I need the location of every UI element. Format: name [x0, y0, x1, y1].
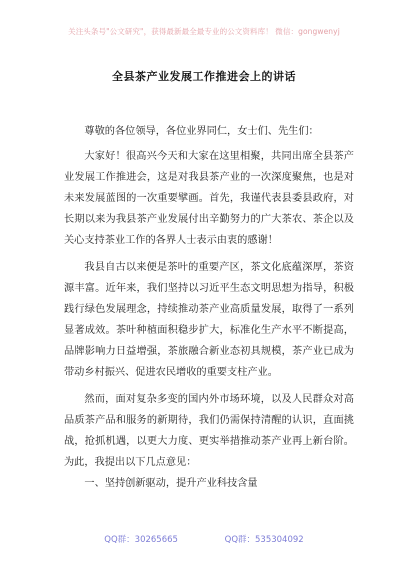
document-title: 全县茶产业发展工作推进会上的讲话: [112, 70, 296, 83]
promo-banner: 关注头条号"公文研究"，获得最新最全最专业的公文资料库！ 微信：gongwenyj: [68, 27, 340, 36]
qq-group-2: QQ群：535304092: [224, 535, 304, 545]
qq-group-1: QQ群：30265665: [104, 535, 178, 545]
body-paragraph: 我县自古以来便是茶叶的重要产区，茶文化底蕴深厚，茶资源丰富。近年来，我们坚持以习近平生态文明思想为指导，积极践行绿色发展理念，持续推动茶产业高质量发展，取得了一系列显著成效。茶叶种植面积稳步扩大，标准化生产水平不断提高，品牌影响力日益增强，茶旅融合新业态初具规模，茶产业已成为带动乡村振兴、促进农民增收的重要支柱产业。: [64, 262, 354, 378]
section-heading: 一、坚持创新驱动，提升产业科技含量: [84, 478, 258, 489]
document-body: [64, 121, 354, 494]
body-paragraph: 然而，面对复杂多变的国内外市场环境，以及人民群众对高品质茶产品和服务的新期待，我们仍需保持清醒的认识，直面挑战，抢抓机遇，以更大力度、更实举措推动茶产业再上新台阶。为此，我提出以下几点意见：: [64, 394, 354, 468]
body-paragraph: 大家好！很高兴今天和大家在这里相聚，共同出席全县茶产业发展工作推进会，这是对我县茶产业的一次深度聚焦，也是对未来发展蓝图的一次重要擘画。首先，我谨代表县委县政府，对长期以来为我县茶产业发展付出辛勤努力的广大茶农、茶企以及关心支持茶业工作的各界人士表示由衷的感谢！: [64, 151, 354, 246]
footer-contacts: [0, 533, 408, 545]
salutation-paragraph: 尊敬的各位领导，各位业界同仁，女士们、先生们：: [84, 126, 319, 137]
